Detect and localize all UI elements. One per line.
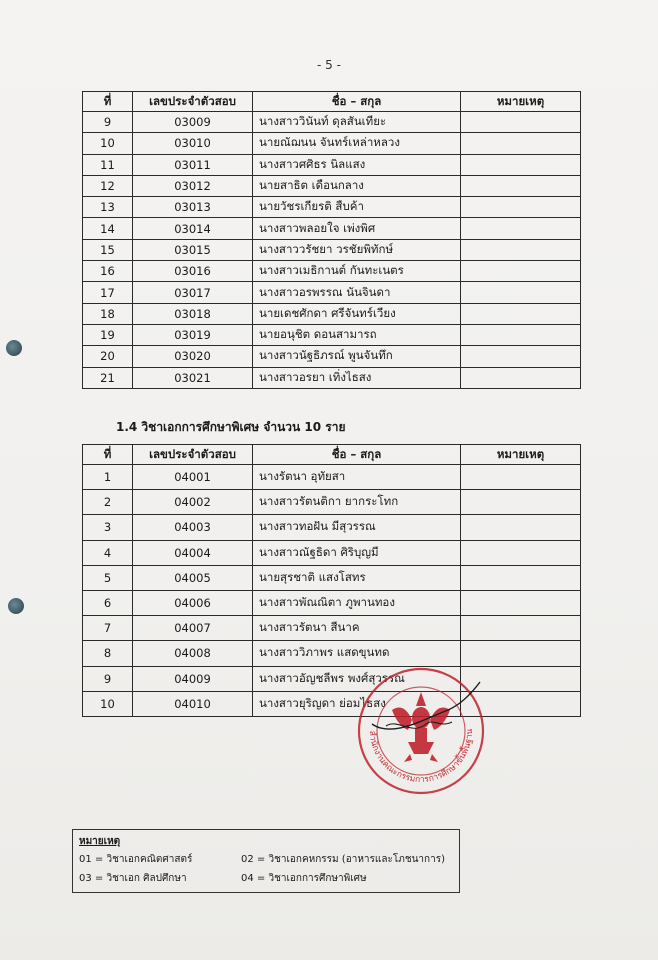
exam-id-cell: 03009 [133, 112, 253, 133]
row-number: 13 [83, 197, 133, 218]
exam-id-cell: 04005 [133, 565, 253, 590]
name-cell: นางสาวเมธิกานต์ กันทะเนตร [253, 261, 461, 282]
table-row [83, 261, 581, 282]
note-item: 04 = วิชาเอกการศึกษาพิเศษ [241, 873, 367, 884]
remark-cell [461, 590, 581, 615]
exam-id-cell: 03020 [133, 346, 253, 367]
row-number: 16 [83, 261, 133, 282]
table-row [83, 565, 581, 590]
official-seal-stamp [352, 662, 490, 800]
exam-id-cell: 03013 [133, 197, 253, 218]
remark-cell [461, 367, 581, 388]
name-cell: นางสาววรัชยา วรชัยพิทักษ์ [253, 239, 461, 260]
exam-id-cell: 04001 [133, 465, 253, 490]
name-cell: นายสุรชาติ แสงโสทร [253, 565, 461, 590]
table-row [83, 367, 581, 388]
row-number: 12 [83, 175, 133, 196]
exam-id-cell: 03011 [133, 154, 253, 175]
row-number: 3 [83, 515, 133, 540]
exam-id-cell: 04007 [133, 616, 253, 641]
row-number: 1 [83, 465, 133, 490]
seal-text: สำนักงานคณะกรรมการการศึกษาขั้นพื้นฐาน [366, 728, 476, 786]
row-number: 15 [83, 239, 133, 260]
remark-cell [461, 540, 581, 565]
row-number: 14 [83, 218, 133, 239]
exam-id-cell: 04008 [133, 641, 253, 666]
remark-cell [461, 303, 581, 324]
row-number: 18 [83, 303, 133, 324]
header-exam-id: เลขประจำตัวสอบ [133, 92, 253, 112]
exam-id-cell: 04002 [133, 490, 253, 515]
table-row [83, 154, 581, 175]
table-header-row [83, 445, 581, 465]
exam-id-cell: 03021 [133, 367, 253, 388]
table-row [83, 666, 581, 691]
row-number: 6 [83, 590, 133, 615]
remark-cell [461, 616, 581, 641]
table-row [83, 197, 581, 218]
table-row [83, 239, 581, 260]
section-title: 1.4 วิชาเอกการศึกษาพิเศษ จำนวน 10 ราย [116, 420, 346, 434]
remark-cell [461, 282, 581, 303]
header-name: ชื่อ – สกุล [253, 92, 461, 112]
exam-id-cell: 03015 [133, 239, 253, 260]
name-cell: นายสาธิต เดือนกลาง [253, 175, 461, 196]
table-row [83, 641, 581, 666]
header-no: ที่ [83, 92, 133, 112]
exam-id-cell: 03012 [133, 175, 253, 196]
remark-cell [461, 515, 581, 540]
table-row [83, 540, 581, 565]
name-cell: นางสาวพลอยใจ เพ่งพิศ [253, 218, 461, 239]
table-row [83, 346, 581, 367]
row-number: 4 [83, 540, 133, 565]
table-row [83, 490, 581, 515]
name-cell: นายอนุชิต ดอนสามารถ [253, 324, 461, 345]
table-row [83, 616, 581, 641]
name-cell: นางสาวณัฐธิดา ศิริบุญมี [253, 540, 461, 565]
name-cell: นางสาวรัตนา สีนาค [253, 616, 461, 641]
exam-id-cell: 04004 [133, 540, 253, 565]
exam-id-cell: 03016 [133, 261, 253, 282]
row-number: 9 [83, 112, 133, 133]
table-row [83, 590, 581, 615]
punch-hole [8, 598, 24, 614]
name-cell: นางสาวทอฝัน มีสุวรรณ [253, 515, 461, 540]
exam-id-cell: 04010 [133, 691, 253, 716]
remark-cell [461, 239, 581, 260]
note-item: 03 = วิชาเอก ศิลปศึกษา [79, 873, 187, 884]
remark-cell [461, 465, 581, 490]
remark-cell [461, 490, 581, 515]
note-item: 02 = วิชาเอกคหกรรม (อาหารและโภชนาการ) [241, 854, 445, 865]
table-row [83, 175, 581, 196]
header-remark: หมายเหตุ [461, 92, 581, 112]
exam-id-cell: 04009 [133, 666, 253, 691]
exam-id-cell: 04006 [133, 590, 253, 615]
table-row [83, 133, 581, 154]
table-header-row [83, 92, 581, 112]
remark-cell [461, 261, 581, 282]
name-cell: นางสาวพัณณิตา ภูพานทอง [253, 590, 461, 615]
exam-id-cell: 03018 [133, 303, 253, 324]
note-item: 01 = วิชาเอกคณิตศาสตร์ [79, 854, 193, 865]
row-number: 8 [83, 641, 133, 666]
remark-cell [461, 112, 581, 133]
remark-cell [461, 324, 581, 345]
name-cell: นายวัชรเกียรติ สืบค้า [253, 197, 461, 218]
header-exam-id: เลขประจำตัวสอบ [133, 445, 253, 465]
row-number: 9 [83, 666, 133, 691]
table-row [83, 282, 581, 303]
header-no: ที่ [83, 445, 133, 465]
row-number: 10 [83, 691, 133, 716]
remark-cell [461, 218, 581, 239]
notes-title: หมายเหตุ [79, 836, 121, 847]
row-number: 21 [83, 367, 133, 388]
remark-cell [461, 133, 581, 154]
row-number: 10 [83, 133, 133, 154]
row-number: 7 [83, 616, 133, 641]
candidate-table-major-04 [82, 444, 581, 717]
candidate-table-major-03 [82, 91, 581, 389]
exam-id-cell: 03019 [133, 324, 253, 345]
row-number: 17 [83, 282, 133, 303]
exam-id-cell: 04003 [133, 515, 253, 540]
table-row [83, 465, 581, 490]
row-number: 2 [83, 490, 133, 515]
name-cell: นายณัฌนน จันทร์เหล่าหลวง [253, 133, 461, 154]
remark-cell [461, 565, 581, 590]
remark-cell [461, 154, 581, 175]
page-number: - 5 - [317, 58, 341, 72]
notes-box [72, 829, 460, 893]
table-row [83, 112, 581, 133]
table-row [83, 515, 581, 540]
name-cell: นางรัตนา อุทัยสา [253, 465, 461, 490]
remark-cell [461, 197, 581, 218]
row-number: 11 [83, 154, 133, 175]
name-cell: นางสาววินันท์ ดุลสันเทียะ [253, 112, 461, 133]
exam-id-cell: 03017 [133, 282, 253, 303]
name-cell: นางสาวอรยา เทิ่งไธสง [253, 367, 461, 388]
header-name: ชื่อ – สกุล [253, 445, 461, 465]
name-cell: นางสาวอัญชลีพร พงศ์สุวรรณ [253, 666, 461, 691]
exam-id-cell: 03014 [133, 218, 253, 239]
name-cell: นางสาวรัตนติกา ยากระโทก [253, 490, 461, 515]
header-remark: หมายเหตุ [461, 445, 581, 465]
row-number: 19 [83, 324, 133, 345]
punch-hole [6, 340, 22, 356]
row-number: 20 [83, 346, 133, 367]
remark-cell [461, 346, 581, 367]
name-cell: นางสาวยุริญดา ย่อมไธสง [253, 691, 461, 716]
name-cell: นางสาวศศิธร นิลแสง [253, 154, 461, 175]
exam-id-cell: 03010 [133, 133, 253, 154]
table-row [83, 324, 581, 345]
name-cell: นายเดชศักดา ศรีจันทร์เวียง [253, 303, 461, 324]
name-cell: นางสาววิภาพร แสดขุนทด [253, 641, 461, 666]
remark-cell [461, 175, 581, 196]
name-cell: นางสาวนัฐธิภรณ์ พูนจันทึก [253, 346, 461, 367]
table-row [83, 218, 581, 239]
row-number: 5 [83, 565, 133, 590]
table-row [83, 303, 581, 324]
name-cell: นางสาวอรพรรณ นันจินดา [253, 282, 461, 303]
table-row [83, 691, 581, 716]
